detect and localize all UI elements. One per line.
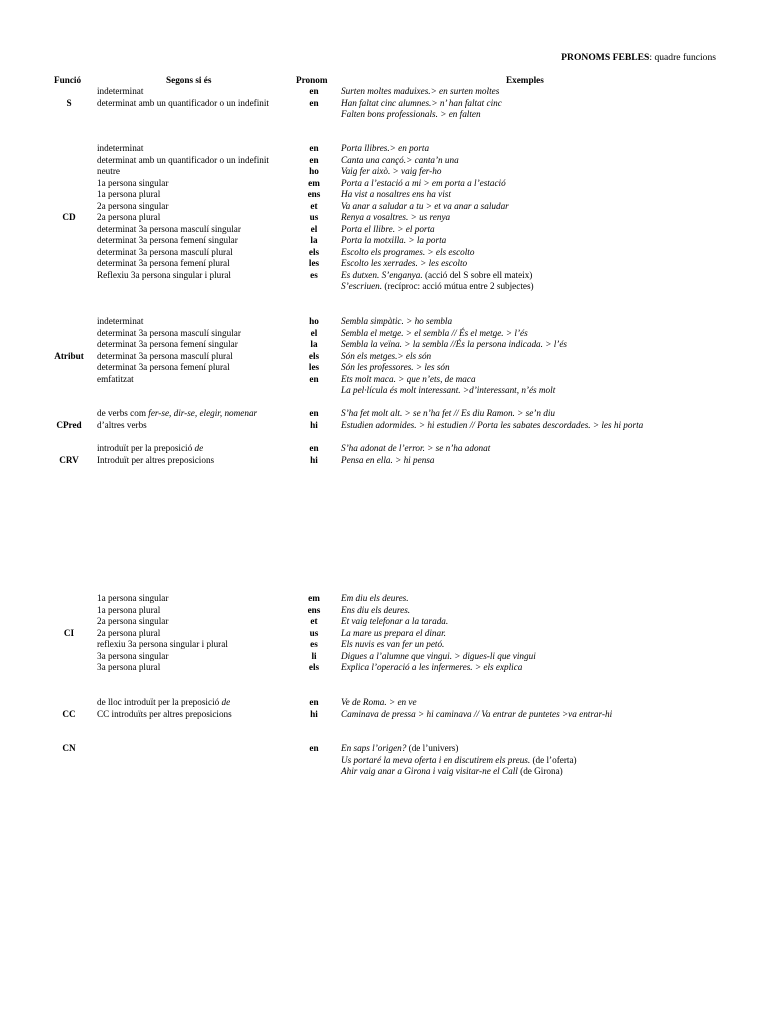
- table-row: [0, 316, 768, 328]
- example-italic: Et vaig telefonar a la tarada.: [341, 616, 449, 626]
- row-pronoun: en: [309, 743, 319, 753]
- example-italic: Escolto els programes. > els escolto: [341, 246, 475, 257]
- table-row: [0, 605, 768, 617]
- row-description: neutre: [97, 166, 120, 176]
- section-ci: [0, 593, 768, 674]
- table-row: [0, 109, 768, 121]
- row-pronoun: el: [310, 327, 318, 338]
- row-description: determinat amb un quantificador o un indefinit: [97, 154, 269, 165]
- example-italic: Canta una cançó.> canta’n una: [341, 154, 459, 165]
- description-italic: de: [221, 697, 231, 707]
- row-description: indeterminat: [97, 143, 144, 153]
- row-example: [341, 605, 410, 617]
- example-italic: Va anar a saludar a tu > et va anar a saludar: [341, 200, 509, 211]
- example-italic: En saps l’origen?: [341, 743, 407, 753]
- table-row: [0, 201, 768, 213]
- example-italic: Porta la motxilla. > la porta: [341, 235, 447, 245]
- section-cpred: [0, 408, 768, 431]
- example-italic: Es dutxen. S’enganya.: [341, 269, 423, 280]
- example-italic: Estudien adormides. > hi estudien // Porta les sabates descordades. > les hi porta: [341, 419, 644, 430]
- example-italic: Són els metges.> els són: [341, 350, 432, 361]
- section-cc: [0, 697, 768, 720]
- row-pronoun: hi: [310, 419, 318, 430]
- example-italic: Ve de Roma. > en ve: [341, 697, 417, 707]
- table-row: [0, 351, 768, 363]
- row-pronoun: els: [308, 662, 320, 672]
- row-example: [341, 362, 450, 374]
- example-italic: Sembla simpàtic. > ho sembla: [341, 316, 453, 326]
- row-description: determinat 3a persona femení singular: [97, 339, 238, 349]
- row-example: [341, 189, 451, 201]
- table-row: [0, 224, 768, 236]
- table-row: [0, 362, 768, 374]
- row-description: reflexiu 3a persona singular i plural: [97, 639, 228, 649]
- row-description: CC introduïts per altres preposicions: [97, 708, 232, 719]
- table-row: [0, 639, 768, 651]
- example-italic: Són les professores. > les són: [341, 362, 450, 372]
- row-example: [341, 662, 522, 674]
- row-description: Introduït per altres preposicions: [97, 454, 215, 465]
- row-description: determinat 3a persona masculí singular: [97, 223, 241, 234]
- row-example: [341, 86, 499, 98]
- example-italic: Renya a vosaltres. > us renya: [341, 212, 451, 222]
- row-example: [341, 235, 446, 247]
- example-italic: Em diu els deures.: [341, 593, 409, 603]
- table-row: [0, 166, 768, 178]
- section-s: [0, 86, 768, 121]
- table-row: [0, 628, 768, 640]
- row-example: [341, 143, 429, 155]
- table-row: [0, 155, 768, 167]
- table-row: [0, 408, 768, 420]
- description-text: introduït per la preposició: [97, 443, 195, 453]
- page-title: [561, 52, 716, 64]
- example-italic: S’escriuen.: [341, 281, 383, 291]
- table-row: [0, 385, 768, 397]
- function-label: CRV: [59, 454, 79, 465]
- row-pronoun: hi: [310, 708, 318, 719]
- row-pronoun: en: [309, 97, 319, 108]
- row-example: [341, 639, 444, 651]
- row-description: determinat 3a persona masculí singular: [97, 327, 241, 338]
- example-note: (acció del S sobre ell mateix): [422, 269, 533, 280]
- example-italic: Sembla la veïna. > la sembla //És la persona indicada. > l’és: [341, 339, 567, 349]
- row-example: [341, 408, 555, 420]
- table-row: [0, 247, 768, 259]
- row-description: indeterminat: [97, 86, 144, 96]
- table-row: [0, 212, 768, 224]
- example-note: (de l’univers): [406, 743, 459, 753]
- row-example: [341, 697, 417, 709]
- row-example: [341, 224, 435, 236]
- row-description: Reflexiu 3a persona singular i plural: [97, 269, 231, 280]
- example-note: (de Girona): [517, 766, 563, 776]
- row-example: [341, 328, 528, 340]
- row-pronoun: es: [310, 269, 318, 280]
- table-row: [0, 766, 768, 778]
- row-pronoun: us: [309, 212, 319, 222]
- table-row: [0, 98, 768, 110]
- table-row: [0, 178, 768, 190]
- row-pronoun: en: [309, 443, 319, 453]
- section-cn: [0, 743, 768, 778]
- example-italic: Ets molt maca. > que n’ets, de maca: [341, 373, 476, 384]
- example-italic: S’ha adonat de l’error. > se n’ha adonat: [341, 443, 491, 453]
- example-italic: Ahir vaig anar a Girona i vaig visitar-ne el Call: [341, 766, 518, 776]
- row-description: 3a persona plural: [97, 662, 161, 672]
- row-pronoun: en: [309, 408, 319, 418]
- header-funcio: Funció: [54, 75, 82, 85]
- function-label: CD: [62, 212, 76, 222]
- table-row: [0, 593, 768, 605]
- row-example: [341, 109, 481, 121]
- header-segons: Segons si és: [166, 75, 212, 85]
- row-pronoun: ho: [309, 166, 319, 176]
- example-italic: Porta llibres.> en porta: [341, 143, 430, 153]
- row-example: [341, 628, 446, 640]
- example-italic: Han faltat cinc alumnes.> n’ han faltat cinc: [341, 97, 502, 108]
- row-description: 1a persona plural: [97, 604, 161, 615]
- description-italic: de: [194, 443, 204, 453]
- row-example: [341, 155, 459, 167]
- row-pronoun: en: [309, 86, 319, 96]
- table-row: [0, 662, 768, 674]
- row-description: 3a persona singular: [97, 650, 169, 661]
- section-rows: [0, 143, 768, 293]
- table-row: [0, 374, 768, 386]
- row-pronoun: us: [309, 627, 319, 638]
- function-label: S: [66, 97, 72, 108]
- table-row: [0, 86, 768, 98]
- row-example: [341, 616, 448, 628]
- row-example: [341, 351, 431, 363]
- example-italic: Pensa en ella. > hi pensa: [341, 454, 435, 465]
- table-row: [0, 235, 768, 247]
- row-pronoun: en: [309, 143, 319, 153]
- row-pronoun: la: [310, 235, 318, 245]
- example-italic: Vaig fer això. > vaig fer-ho: [341, 166, 442, 176]
- function-label: CI: [63, 627, 75, 638]
- row-description: 2a persona plural: [97, 212, 161, 222]
- row-example: [341, 443, 490, 455]
- section-rows: [0, 86, 768, 121]
- description-text: de verbs com: [97, 408, 149, 418]
- row-example: [341, 316, 452, 328]
- table-row: [0, 755, 768, 767]
- row-example: [341, 743, 458, 755]
- table-row: [0, 616, 768, 628]
- row-pronoun: em: [308, 593, 320, 603]
- row-example: [341, 374, 476, 386]
- row-example: [341, 270, 532, 282]
- example-italic: Ens diu els deures.: [341, 604, 411, 615]
- row-example: [341, 201, 509, 213]
- table-row: [0, 328, 768, 340]
- row-pronoun: les: [308, 362, 320, 372]
- title-bold: PRONOMS FEBLES: [561, 52, 650, 63]
- table-row: [0, 281, 768, 293]
- example-italic: Sembla el metge. > el sembla // És el metge. > l’és: [341, 327, 528, 338]
- table-row: [0, 143, 768, 155]
- row-pronoun: li: [311, 650, 317, 661]
- example-note: (de l’oferta): [530, 754, 577, 765]
- section-atribut: [0, 316, 768, 397]
- table-row: [0, 258, 768, 270]
- row-description: 2a persona singular: [97, 616, 169, 626]
- row-example: [341, 339, 567, 351]
- description-italic: fer-se, dir-se, elegir, nomenar: [148, 408, 258, 418]
- example-italic: Porta a l’estació a mi > em porta a l’estació: [341, 177, 506, 188]
- description-text: de lloc introduït per la preposició: [97, 697, 222, 707]
- example-italic: La mare us prepara el dinar.: [341, 627, 446, 638]
- section-rows: [0, 316, 768, 397]
- example-italic: Digues a l’alumne que vingui. > digues-li que vingui: [341, 650, 536, 661]
- row-description: d’altres verbs: [97, 419, 147, 430]
- row-example: [341, 385, 555, 397]
- row-example: [341, 247, 474, 259]
- table-row: [0, 189, 768, 201]
- row-example: [341, 455, 434, 467]
- title-rest: : quadre funcions: [649, 52, 716, 63]
- example-italic: Porta el llibre. > el porta: [341, 223, 435, 234]
- row-example: [341, 651, 536, 663]
- row-pronoun: ens: [307, 189, 321, 199]
- row-example: [341, 212, 450, 224]
- table-row: [0, 697, 768, 709]
- row-description: emfatitzat: [97, 373, 134, 384]
- example-italic: Falten bons professionals. > en falten: [341, 109, 481, 119]
- row-example: [341, 281, 534, 293]
- row-example: [341, 709, 612, 721]
- section-rows: [0, 443, 768, 466]
- table-row: [0, 743, 768, 755]
- row-description: [97, 408, 257, 420]
- row-pronoun: hi: [310, 454, 318, 465]
- table-row: [0, 420, 768, 432]
- example-italic: Els nuvis es van fer un petó.: [341, 639, 445, 649]
- section-rows: [0, 743, 768, 778]
- row-pronoun: es: [310, 639, 318, 649]
- row-description: 1a persona singular: [97, 177, 169, 188]
- row-example: [341, 166, 441, 178]
- row-pronoun: en: [309, 697, 319, 707]
- function-label: CC: [62, 708, 76, 719]
- row-example: [341, 766, 563, 778]
- row-description: 2a persona singular: [97, 200, 169, 211]
- row-description: 1a persona plural: [97, 189, 161, 199]
- row-example: [341, 593, 409, 605]
- row-example: [341, 420, 643, 432]
- example-italic: La pel·lícula és molt interessant. >d’interessant, n’és molt: [341, 385, 556, 395]
- example-italic: Us portaré la meva oferta i en discutirem els preus.: [341, 754, 531, 765]
- example-note: (recíproc: acció mútua entre 2 subjectes): [382, 281, 534, 291]
- row-description: determinat 3a persona femení plural: [97, 362, 230, 372]
- section-rows: [0, 593, 768, 674]
- row-description: 1a persona singular: [97, 593, 169, 603]
- row-pronoun: ens: [307, 604, 321, 615]
- section-rows: [0, 697, 768, 720]
- row-pronoun: ho: [309, 316, 319, 326]
- row-pronoun: els: [308, 350, 320, 361]
- row-example: [341, 755, 577, 767]
- row-pronoun: en: [309, 373, 319, 384]
- header-pronom: Pronom: [296, 75, 328, 85]
- example-italic: S’ha fet molt alt. > se n’ha fet // Es diu Ramon. > se’n diu: [341, 408, 555, 418]
- row-description: indeterminat: [97, 316, 144, 326]
- section-rows: [0, 408, 768, 431]
- row-description: determinat amb un quantificador o un indefinit: [97, 97, 269, 108]
- table-row: [0, 455, 768, 467]
- header-exemples: Exemples: [506, 75, 544, 85]
- table-row: [0, 339, 768, 351]
- example-italic: Escolto les xerrades. > les escolto: [341, 258, 468, 268]
- example-italic: Explica l’operació a les infermeres. > els explica: [341, 662, 523, 672]
- row-pronoun: el: [310, 223, 318, 234]
- row-description: determinat 3a persona femení singular: [97, 235, 238, 245]
- row-description: 2a persona plural: [97, 627, 161, 638]
- row-pronoun: en: [309, 154, 319, 165]
- function-label: CPred: [56, 419, 82, 430]
- function-label: CN: [62, 743, 76, 753]
- example-italic: Caminava de pressa > hi caminava // Va entrar de puntetes >va entrar-hi: [341, 708, 613, 719]
- row-description: determinat 3a persona masculí plural: [97, 246, 233, 257]
- table-row: [0, 270, 768, 282]
- table-row: [0, 651, 768, 663]
- row-pronoun: et: [310, 616, 318, 626]
- row-description: [97, 443, 203, 455]
- row-example: [341, 178, 506, 190]
- row-description: determinat 3a persona femení plural: [97, 258, 230, 268]
- function-label: Atribut: [54, 350, 84, 361]
- row-pronoun: les: [308, 258, 320, 268]
- row-pronoun: em: [308, 177, 320, 188]
- row-description: determinat 3a persona masculí plural: [97, 350, 233, 361]
- row-pronoun: la: [310, 339, 318, 349]
- table-row: [0, 443, 768, 455]
- row-example: [341, 98, 502, 110]
- row-description: [97, 697, 230, 709]
- row-pronoun: et: [310, 200, 318, 211]
- table-row: [0, 709, 768, 721]
- section-crv: [0, 443, 768, 466]
- row-example: [341, 258, 467, 270]
- row-pronoun: els: [308, 246, 320, 257]
- example-italic: Surten moltes maduixes.> en surten moltes: [341, 86, 500, 96]
- section-cd: [0, 143, 768, 293]
- example-italic: Ha vist a nosaltres ens ha vist: [341, 189, 451, 199]
